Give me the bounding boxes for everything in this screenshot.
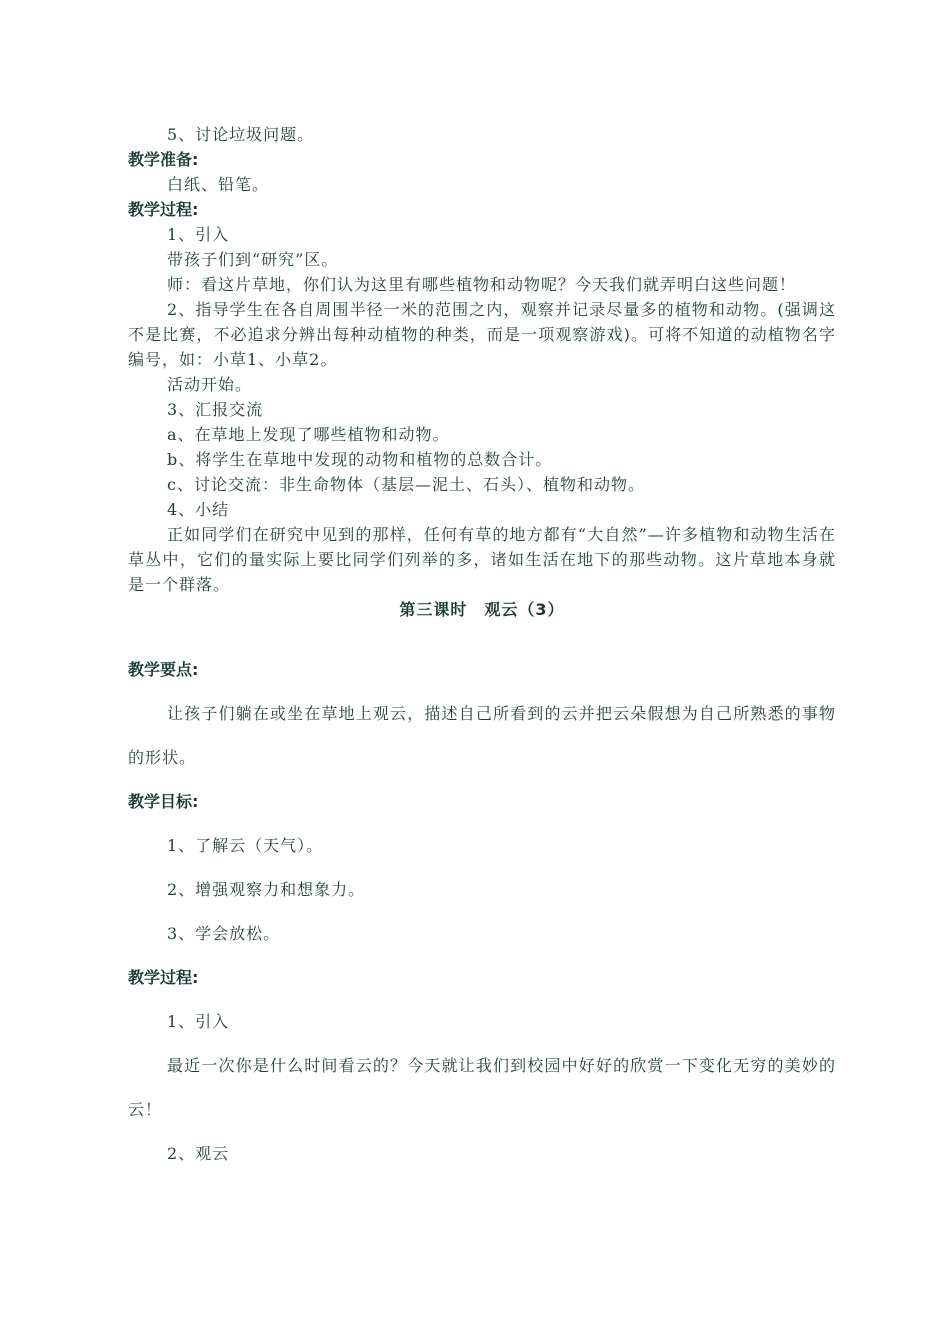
goal-2: 2、增强观察力和想象力。: [167, 880, 366, 899]
teaching-preparation-label: 教学准备:: [128, 150, 199, 169]
goal-3: 3、学会放松。: [167, 924, 281, 943]
summary-paragraph: 正如同学们在研究中见到的那样，任何有草的地方都有“大自然”—许多植物和动物生活在草丛中，它们的量实际上要比同学们列举的多，诸如生活在地下的那些动物。这片草地本身就是一个群落。: [128, 525, 836, 594]
teaching-preparation-text: 白纸、铅笔。: [167, 175, 270, 194]
teacher-line: 师：看这片草地，你们认为这里有哪些植物和动物呢？今天我们就弄明白这些问题！: [167, 275, 797, 294]
process-step-2-b: 2、观云: [167, 1144, 230, 1163]
process-step-1-b: 1、引入: [167, 1012, 230, 1031]
process-step-1: 1、引入: [167, 225, 230, 244]
report-item-b: b、将学生在草地中发现的动物和植物的总数合计。: [167, 450, 553, 469]
teaching-process-label-2: 教学过程:: [128, 968, 199, 987]
process-step-1-text: 带孩子们到“研究”区。: [167, 250, 339, 269]
discussion-item-5: 5、讨论垃圾问题。: [167, 125, 315, 144]
teaching-process-label: 教学过程:: [128, 200, 199, 219]
process-step-3: 3、汇报交流: [167, 400, 264, 419]
intro-text: 最近一次你是什么时间看云的？今天就让我们到校园中好好的欣赏一下变化无穷的美妙的云！: [128, 1056, 836, 1119]
page-content: [128, 122, 836, 1176]
key-points-text: 让孩子们躺在或坐在草地上观云，描述自己所看到的云并把云朵假想为自己所熟悉的事物的形状。: [128, 704, 836, 767]
process-step-4: 4、小结: [167, 500, 230, 519]
activity-start: 活动开始。: [167, 375, 253, 394]
report-item-a: a、在草地上发现了哪些植物和动物。: [167, 425, 450, 444]
goal-1: 1、了解云（天气）。: [167, 836, 324, 855]
lesson-title: 第三课时 观云（3）: [399, 600, 565, 619]
report-item-c: c、讨论交流：非生命物体（基层—泥土、石头）、植物和动物。: [167, 475, 645, 494]
lesson-three-section: [128, 648, 836, 1176]
teaching-goals-label: 教学目标:: [128, 792, 199, 811]
process-step-2: 2、指导学生在各自周围半径一米的范围之内，观察并记录尽量多的植物和动物。(强调这不是比赛，不必追求分辨出每种动植物的种类，而是一项观察游戏)。可将不知道的动植物名字编号，如：小草1、小草2。: [128, 300, 836, 369]
key-points-label: 教学要点:: [128, 660, 199, 679]
